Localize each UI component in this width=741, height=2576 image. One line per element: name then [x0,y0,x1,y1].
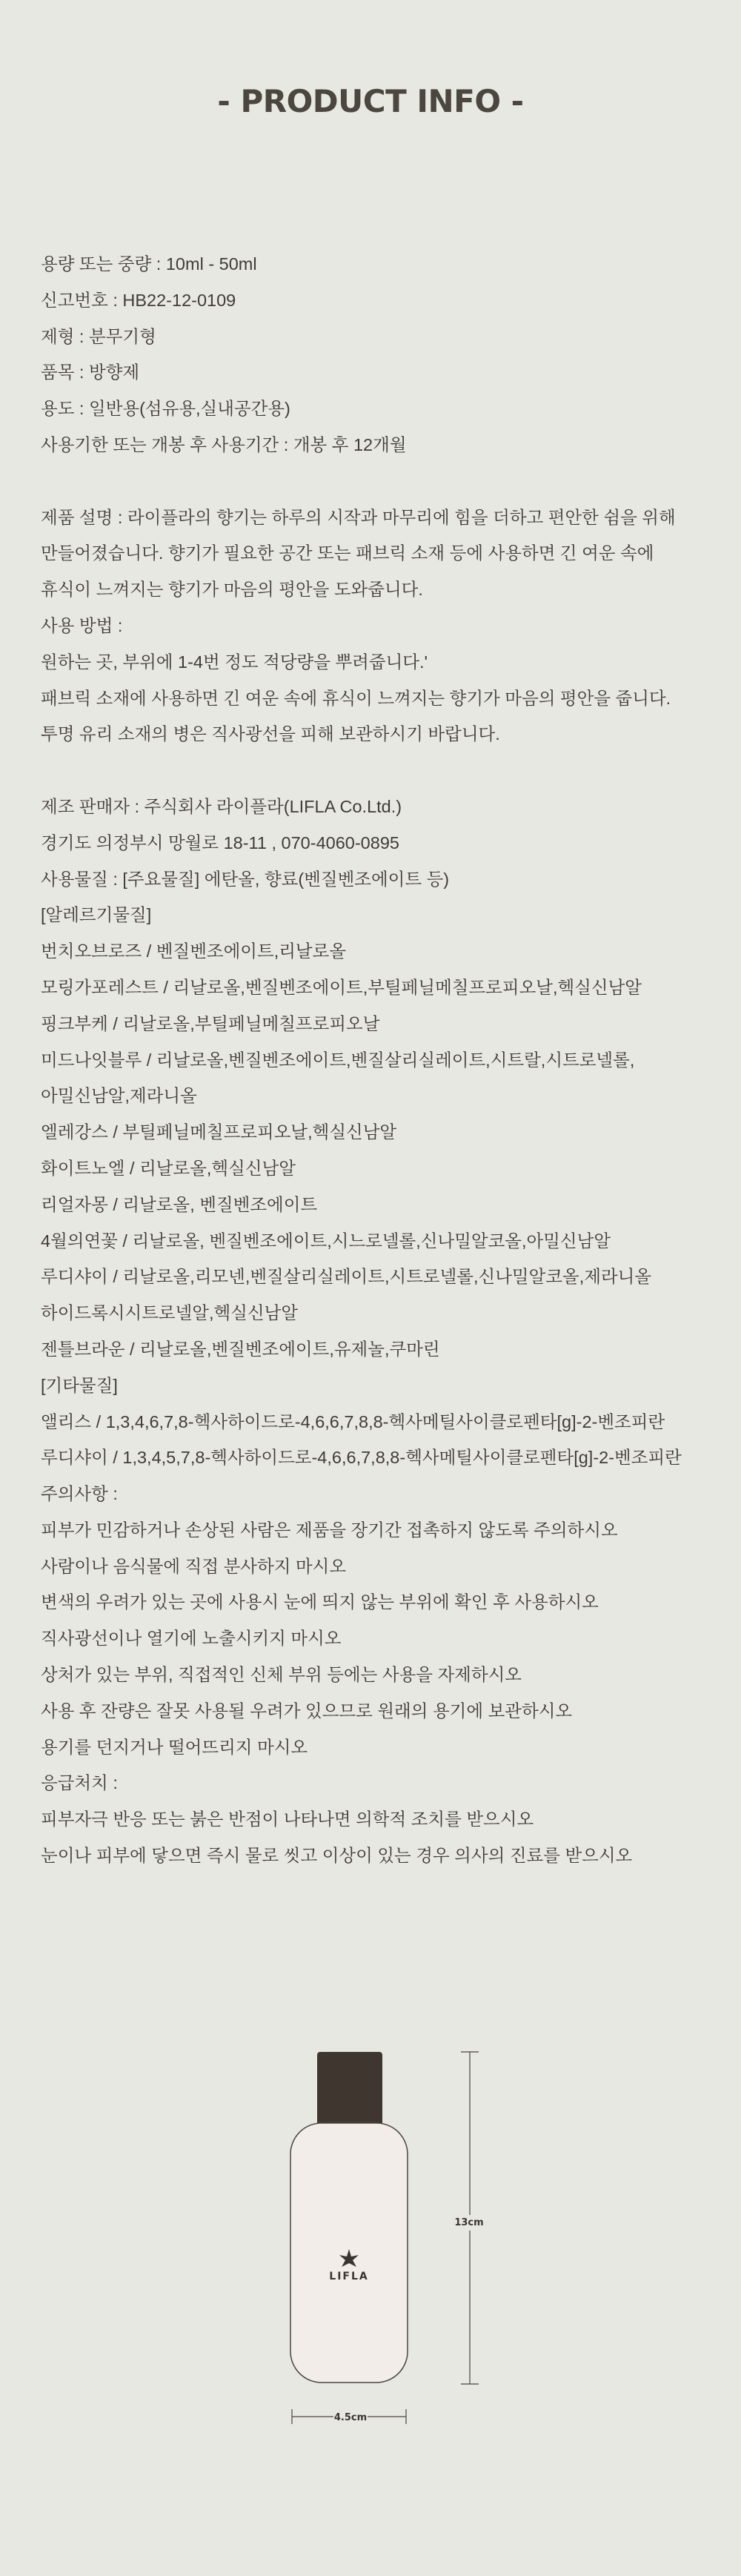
detail-line: 4월의연꽃 / 리날로올, 벤질벤조에이트,시느로넬롤,신나밀알코올,아밀신남알 [41,1231,611,1251]
description-line: 원하는 곳, 부위에 1-4번 정도 적당량을 뿌려줍니다.' [41,652,428,672]
detail-line: 피부자극 반응 또는 붉은 반점이 나타나면 의학적 조치를 받으시오 [41,1810,534,1830]
detail-line: 피부가 민감하거나 손상된 사람은 제품을 장기간 접촉하지 않도록 주의하시오 [41,1520,618,1540]
detail-line: [알레르기물질] [41,905,152,925]
detail-line: 경기도 의정부시 망월로 18-11 , 070-4060-0895 [41,832,399,852]
detail-line: 젠틀브라운 / 리날로올,벤질벤조에이트,유제놀,쿠마린 [41,1339,440,1359]
description-section [41,500,730,753]
bottle-cap [317,2052,382,2126]
detail-line: 상처가 있는 부위, 직접적인 신체 부위 등에는 사용을 자제하시오 [41,1665,522,1685]
spec-line: 용도 : 일반용(섬유용,실내공간용) [41,399,290,419]
product-info-text [41,246,730,1874]
section-gap [41,752,730,789]
detail-line: 미드나잇블루 / 리날로올,벤질벤조에이트,벤질살리실레이트,시트랄,시트로넬롤, [41,1050,635,1070]
detail-line: 주의사항 : [41,1484,118,1504]
spec-line: 신고번호 : HB22-12-0109 [41,290,236,310]
description-line: 만들어졌습니다. 향기가 필요한 공간 또는 패브릭 소재 등에 사용하면 긴 여운 속에 [41,543,654,563]
section-gap [41,463,730,500]
description-line: 패브릭 소재에 사용하면 긴 여운 속에 휴식이 느껴지는 향기가 마음의 평안을 줍니다. [41,688,671,708]
detail-line: 응급처치 : [41,1773,118,1793]
detail-line: 아밀신남알,제라니올 [41,1086,197,1106]
detail-line: 변색의 우려가 있는 곳에 사용시 눈에 띄지 않는 부위에 확인 후 사용하시오 [41,1592,599,1612]
detail-line: 루디샤이 / 리날로올,리모넨,벤질살리실레이트,시트로넬롤,신나밀알코올,제라니올 [41,1267,652,1287]
description-line: 제품 설명 : 라이플라의 향기는 하루의 시작과 마무리에 힘을 더하고 편안한 쉼을 위해 [41,507,676,527]
spec-line: 품목 : 방향제 [41,362,140,383]
detail-line: 눈이나 피부에 닿으면 즉시 물로 씻고 이상이 있는 경우 의사의 진료를 받으시오 [41,1846,633,1866]
detail-line: 화이트노엘 / 리날로올,헥실신남알 [41,1158,296,1178]
detail-line: 용기를 던지거나 떨어뜨리지 마시오 [41,1737,308,1757]
detail-line: 핑크부케 / 리날로올,부틸페닐메칠프로피오날 [41,1013,380,1033]
detail-line: 사람이나 음식물에 직접 분사하지 마시오 [41,1556,347,1576]
description-line: 휴식이 느껴지는 향기가 마음의 평안을 도와줍니다. [41,580,423,600]
spec-line: 용량 또는 중량 : 10ml - 50ml [41,254,257,274]
height-label: 13cm [454,2217,484,2228]
detail-line: 번치오브로즈 / 벤질벤조에이트,리날로올 [41,941,347,961]
detail-line: 직사광선이나 열기에 노출시키지 마시오 [41,1629,342,1649]
detail-line: 하이드록시시트로넬알,헥실신남알 [41,1303,299,1323]
detail-line: 루디샤이 / 1,3,4,5,7,8-헥사하이드로-4,6,6,7,8,8-헥사메틸사이클로펜타[g]-2-벤조피란 [41,1448,682,1468]
detail-line: 모링가포레스트 / 리날로올,벤질벤조에이트,부틸페닐메칠프로피오날,헥실신남알 [41,977,642,997]
description-line: 투명 유리 소재의 병은 직사광선을 피해 보관하시기 바랍니다. [41,724,500,744]
bottle-illustration [0,2031,741,2446]
page-title: - PRODUCT INFO - [217,83,524,119]
detail-line: 사용물질 : [주요물질] 에탄올, 향료(벤질벤조에이트 등) [41,869,450,889]
spec-section [41,246,730,463]
spec-line: 제형 : 분무기형 [41,326,156,346]
width-label: 4.5cm [333,2412,368,2423]
detail-line: 앨리스 / 1,3,4,6,7,8-헥사하이드로-4,6,6,7,8,8-헥사메틸사이클로펜타[g]-2-벤조피란 [41,1411,665,1431]
detail-line: 사용 후 잔량은 잘못 사용될 우려가 있으므로 원래의 용기에 보관하시오 [41,1701,573,1721]
bottle-dimension-figure [0,2031,741,2446]
svg-text:LIFLA: LIFLA [329,2271,369,2282]
detail-line: 제조 판매자 : 주식회사 라이플라(LIFLA Co.Ltd.) [41,796,402,816]
detail-section [41,789,730,1874]
detail-line: 리얼자몽 / 리날로올, 벤질벤조에이트 [41,1194,318,1214]
detail-line: [기타물질] [41,1375,118,1395]
spec-line: 사용기한 또는 개봉 후 사용기간 : 개봉 후 12개월 [41,434,407,454]
description-line: 사용 방법 : [41,615,123,635]
detail-line: 엘레강스 / 부틸페닐메칠프로피오날,헥실신남알 [41,1122,397,1142]
